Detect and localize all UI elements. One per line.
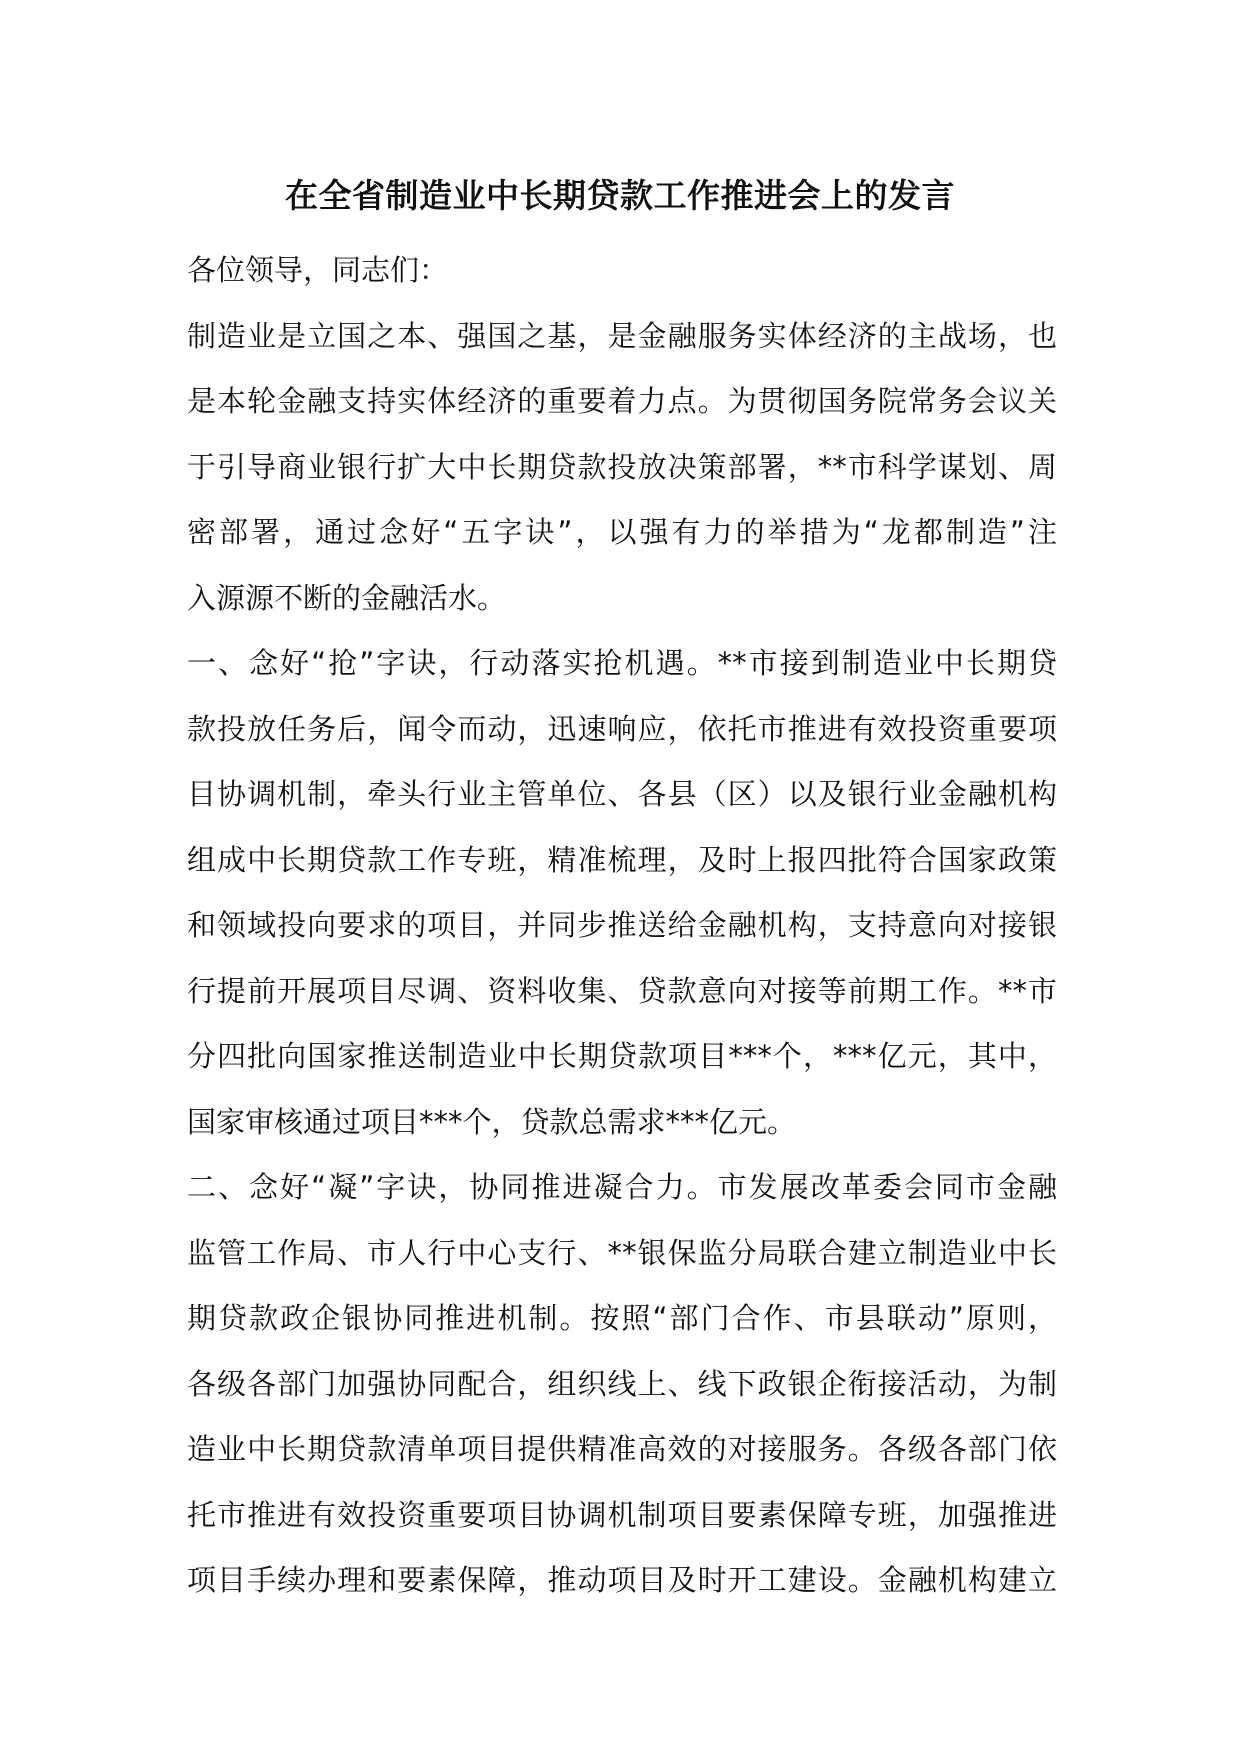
body-line: 各级各部门加强协同配合，组织线上、线下政银企衔接活动，为制 [187, 1366, 1057, 1401]
body-line: 于引导商业银行扩大中长期贷款投放决策部署，**市科学谋划、周 [187, 449, 1057, 484]
body-line: 期贷款政企银协同推进机制。按照“部门合作、市县联动”原则， [187, 1301, 1057, 1335]
document-title: 在全省制造业中长期贷款工作推进会上的发言 [285, 176, 955, 215]
body-line: 入源源不断的金融活水。 [187, 580, 507, 615]
body-line: 密部署，通过念好“五字诀”，以强有力的举措为“龙都制造”注 [187, 515, 1057, 549]
body-line: 一、念好“抢”字诀，行动落实抢机遇。**市接到制造业中长期贷 [187, 646, 1057, 680]
body-line: 监管工作局、市人行中心支行、**银保监分局联合建立制造业中长 [187, 1235, 1057, 1270]
body-line: 和领域投向要求的项目，并同步推送给金融机构，支持意向对接银 [187, 908, 1057, 942]
body-line: 组成中长期贷款工作专班，精准梳理，及时上报四批符合国家政策 [187, 842, 1057, 877]
body-line: 是本轮金融支持实体经济的重要着力点。为贯彻国务院常务会议关 [187, 384, 1057, 418]
document-body [187, 238, 1057, 1614]
body-line: 项目手续办理和要素保障，推动项目及时开工建设。金融机构建立 [187, 1563, 1057, 1597]
body-line: 造业中长期贷款清单项目提供精准高效的对接服务。各级各部门依 [187, 1432, 1057, 1466]
body-line: 分四批向国家推送制造业中长期贷款项目***个，***亿元，其中， [187, 1039, 1057, 1073]
body-line: 款投放任务后，闻令而动，迅速响应，依托市推进有效投资重要项 [187, 711, 1057, 746]
body-line: 托市推进有效投资重要项目协调机制项目要素保障专班，加强推进 [187, 1497, 1057, 1532]
greeting-line: 各位领导，同志们： [187, 253, 449, 287]
body-line: 行提前开展项目尽调、资料收集、贷款意向对接等前期工作。**市 [187, 973, 1057, 1008]
body-line: 国家审核通过项目***个，贷款总需求***亿元。 [187, 1104, 797, 1139]
body-line: 二、念好“凝”字诀，协同推进凝合力。市发展改革委会同市金融 [187, 1170, 1057, 1204]
body-line: 目协调机制，牵头行业主管单位、各县（区）以及银行业金融机构 [187, 777, 1057, 811]
body-line: 制造业是立国之本、强国之基，是金融服务实体经济的主战场，也 [187, 318, 1057, 353]
